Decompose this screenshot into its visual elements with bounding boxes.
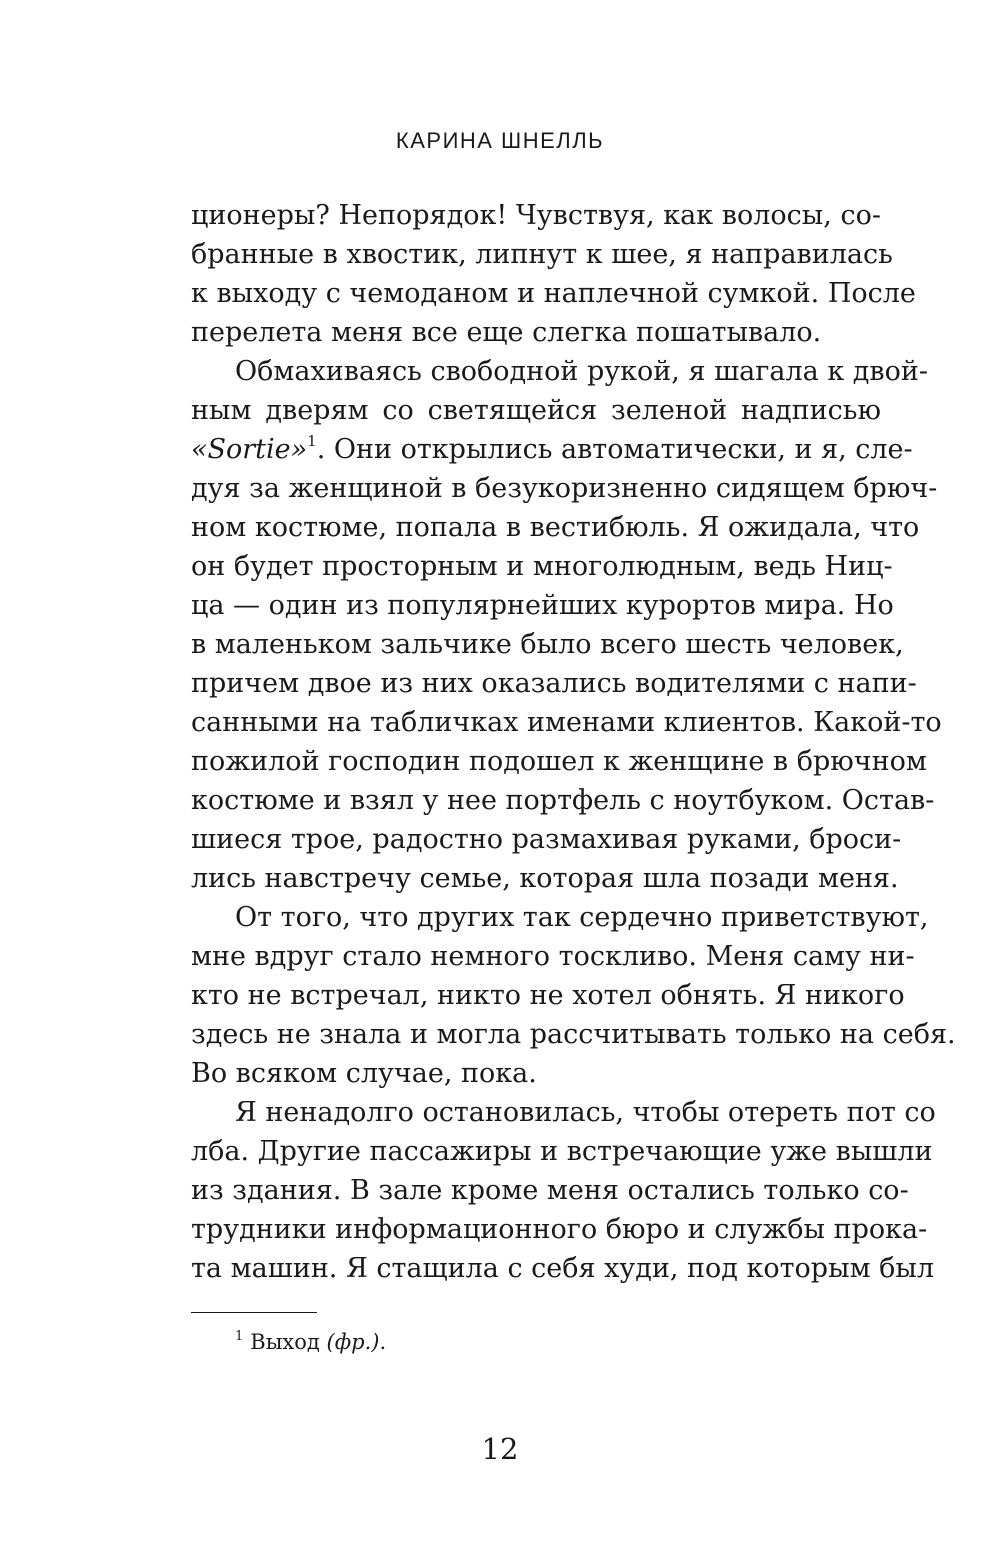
text-line: лба. Другие пассажиры и встречающие уже вышли <box>191 1136 933 1167</box>
text-line-with-footnote-ref <box>191 430 913 469</box>
text-line: перелета меня все еще слегка пошатывало. <box>191 317 822 348</box>
text-line: та машин. Я стащила с себя худи, под которым был <box>191 1253 935 1284</box>
text-line: Во всяком случае, пока. <box>191 1058 537 1089</box>
text-line: бранные в хвостик, липнут к шее, я направилась <box>191 239 893 270</box>
text-line: к выходу с чемоданом и наплечной сумкой. После <box>191 278 916 309</box>
footnote-text: Выход <box>250 1330 327 1354</box>
text-line: От того, что других так сердечно приветствуют, <box>235 902 929 933</box>
text-line: Я ненадолго остановилась, чтобы отереть пот со <box>235 1097 936 1128</box>
running-head: КАРИНА ШНЕЛЛЬ <box>395 128 605 153</box>
text-line: из здания. В зале кроме меня остались только со- <box>191 1175 909 1206</box>
text-line: ционеры? Непорядок! Чувствуя, как волосы, со- <box>191 200 881 231</box>
footnote-reference[interactable]: 1 <box>307 432 317 450</box>
footnote-marker: 1 <box>235 1329 244 1344</box>
text-line: трудники информационного бюро и службы прока- <box>191 1214 928 1245</box>
text-line: ца — один из популярнейших курортов мира. Но <box>191 590 894 621</box>
footnote <box>235 1327 386 1357</box>
sortie-word: «Sortie» <box>191 434 308 465</box>
footnote-divider <box>191 1312 317 1313</box>
text-line: лись навстречу семье, которая шла позади меня. <box>191 863 899 894</box>
page-number: 12 <box>481 1432 519 1466</box>
text-line: костюме и взял у нее портфель с ноутбуком. Остав- <box>191 785 935 816</box>
line-rest: . Они открылись автоматически, и я, сле- <box>316 434 913 465</box>
text-line: ном костюме, попала в вестибюль. Я ожидала, что <box>191 512 920 543</box>
footnote-end: . <box>379 1330 387 1354</box>
footnote-language-label: (фр.) <box>326 1330 380 1354</box>
text-line: ным дверям со светящейся зеленой надписью <box>191 395 881 426</box>
text-line: в маленьком зальчике было всего шесть человек, <box>191 629 904 660</box>
text-line: кто не встречал, никто не хотел обнять. Я никого <box>191 980 905 1011</box>
text-line: мне вдруг стало немного тоскливо. Меня саму ни- <box>191 941 915 972</box>
text-line: он будет просторным и многолюдным, ведь Ниц- <box>191 551 893 582</box>
text-line: здесь не знала и могла рассчитывать только на себя. <box>191 1019 956 1050</box>
text-line: шиеся трое, радостно размахивая руками, броси- <box>191 824 902 855</box>
body-text <box>191 196 956 1288</box>
text-line: причем двое из них оказались водителями с напи- <box>191 668 917 699</box>
text-line: дуя за женщиной в безукоризненно сидящем брюч- <box>191 473 938 504</box>
text-line: Обмахиваясь свободной рукой, я шагала к двой- <box>235 356 928 387</box>
text-line: пожилой господин подошел к женщине в брючном <box>191 746 927 777</box>
text-line: санными на табличках именами клиентов. Какой-то <box>191 707 942 738</box>
